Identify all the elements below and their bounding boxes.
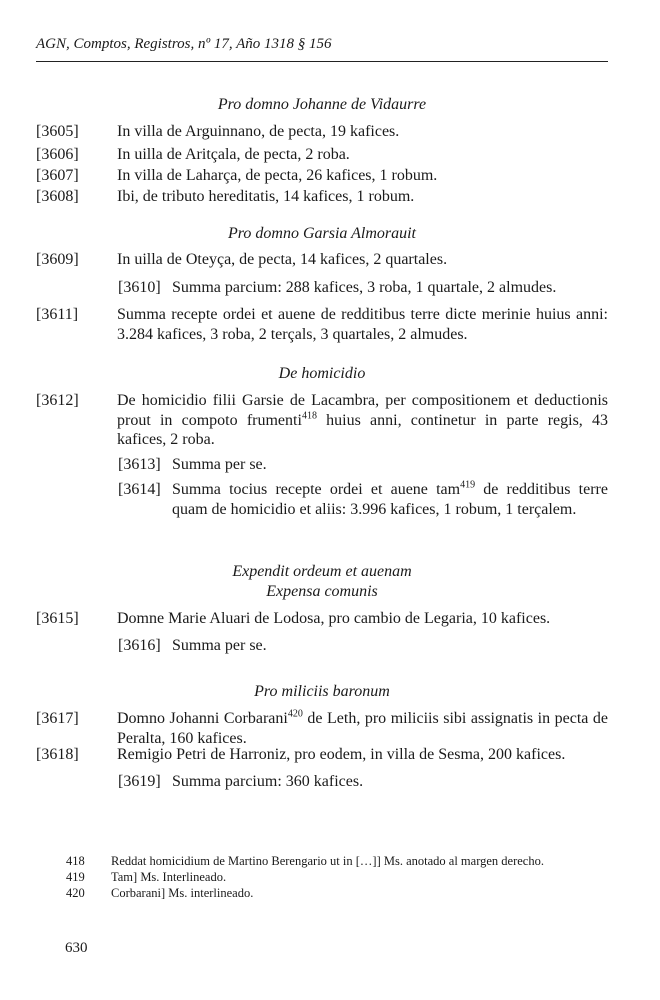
section-title: Pro miliciis baronum <box>254 683 390 700</box>
entry-3613 <box>118 455 608 475</box>
entry-text: Domne Marie Aluari de Lodosa, pro cambio de Legaria, 10 kafices. <box>117 610 551 627</box>
entry-number: [3613] <box>118 456 161 473</box>
footnote-text: Reddat homicidium de Martino Berengario ut in […]] Ms. anotado al margen derecho. <box>111 854 544 868</box>
entry-3616 <box>118 636 608 656</box>
running-head: AGN, Comptos, Registros, nº 17, Año 1318 § 156 <box>36 36 332 52</box>
entry-3612 <box>36 391 608 450</box>
entry-number: [3616] <box>118 637 161 654</box>
section-title: De homicidio <box>278 365 366 382</box>
footnote-number: 419 <box>66 870 85 884</box>
entry-text: In villa de Arguinnano, de pecta, 19 kafices. <box>117 123 400 140</box>
entry-3618 <box>36 745 608 765</box>
entry-text: Summa recepte ordei et auene de redditibus terre dicte merinie huius anni: 3.284 kafices, 3 roba, 2 terçals, 3 quartales, 2 almudes. <box>117 306 608 343</box>
entry-number: [3618] <box>36 746 79 763</box>
footnote-text: Corbarani] Ms. interlineado. <box>111 886 254 900</box>
entry-text: Summa parcium: 360 kafices. <box>172 773 364 790</box>
section-title: Pro domno Johanne de Vidaurre <box>217 96 427 113</box>
footnote-number: 420 <box>66 886 85 900</box>
page-number: 630 <box>65 940 88 956</box>
entry-3610 <box>118 278 608 298</box>
entry-number: [3619] <box>118 773 161 790</box>
entry-3614 <box>118 480 608 519</box>
entry-number: [3611] <box>36 306 79 323</box>
entry-text: Summa parcium: 288 kafices, 3 roba, 1 quartale, 2 almudes. <box>172 279 557 296</box>
entry-number: [3614] <box>118 481 161 498</box>
entry-text: Remigio Petri de Harroniz, pro eodem, in villa de Sesma, 200 kafices. <box>117 746 566 763</box>
section-subtitle: Expensa comunis <box>266 583 378 600</box>
entry-number: [3605] <box>36 123 79 140</box>
header-rule <box>36 61 608 62</box>
entry-3619 <box>118 772 608 792</box>
entry-number: [3615] <box>36 610 79 627</box>
entry-number: [3617] <box>36 710 79 727</box>
entry-text: Domno Johanni Corbarani$^{420}$ de Leth, pro miliciis sibi assignatis in pecta de Peralta, 160 kafices. <box>117 708 609 747</box>
footnote-ref: 420 <box>287 708 303 720</box>
footnote-ref: 419 <box>460 479 476 491</box>
entry-text: In villa de Laharça, de pecta, 26 kafices, 1 robum. <box>117 167 438 184</box>
entry-text: In uilla de Aritçala, de pecta, 2 roba. <box>117 146 350 163</box>
entry-text: In uilla de Oteyça, de pecta, 14 kafices, 2 quartales. <box>117 251 448 268</box>
entry-text: De homicidio filii Garsie de Lacambra, per compositionem et deductionis prout in compoto frumenti$^{418}$ huius anni, continetur in parte regis, 43 kafices, 2 roba. <box>117 392 609 448</box>
entry-3608 <box>36 187 608 207</box>
entry-3617 <box>36 709 608 748</box>
entry-number: [3608] <box>36 188 79 205</box>
entry-3607 <box>36 166 608 186</box>
entry-3609 <box>36 250 608 270</box>
entry-3605 <box>36 122 608 142</box>
entry-number: [3606] <box>36 146 79 163</box>
entry-text: Summa tocius recepte ordei et auene tam$^{419}$ de redditibus terre quam de homicidio et aliis: 3.996 kafices, 1 robum, 1 terçalem. <box>172 479 608 518</box>
footnote-text: Tam] Ms. Interlineado. <box>111 870 227 884</box>
section-title: Expendit ordeum et auenam <box>232 563 412 580</box>
footnote-ref: 418 <box>301 410 317 422</box>
entry-text: Summa per se. <box>172 637 267 654</box>
section-title: Pro domno Garsia Almorauit <box>227 225 416 242</box>
entry-number: [3609] <box>36 251 79 268</box>
entry-number: [3610] <box>118 279 161 296</box>
entry-3611 <box>36 305 608 344</box>
entry-number: [3607] <box>36 167 79 184</box>
entry-text: Summa per se. <box>172 456 267 473</box>
entry-number: [3612] <box>36 392 79 409</box>
entry-3615 <box>36 609 608 629</box>
footnote-number: 418 <box>66 854 85 868</box>
entry-3606 <box>36 145 608 165</box>
entry-text: Ibi, de tributo hereditatis, 14 kafices, 1 robum. <box>117 188 415 205</box>
